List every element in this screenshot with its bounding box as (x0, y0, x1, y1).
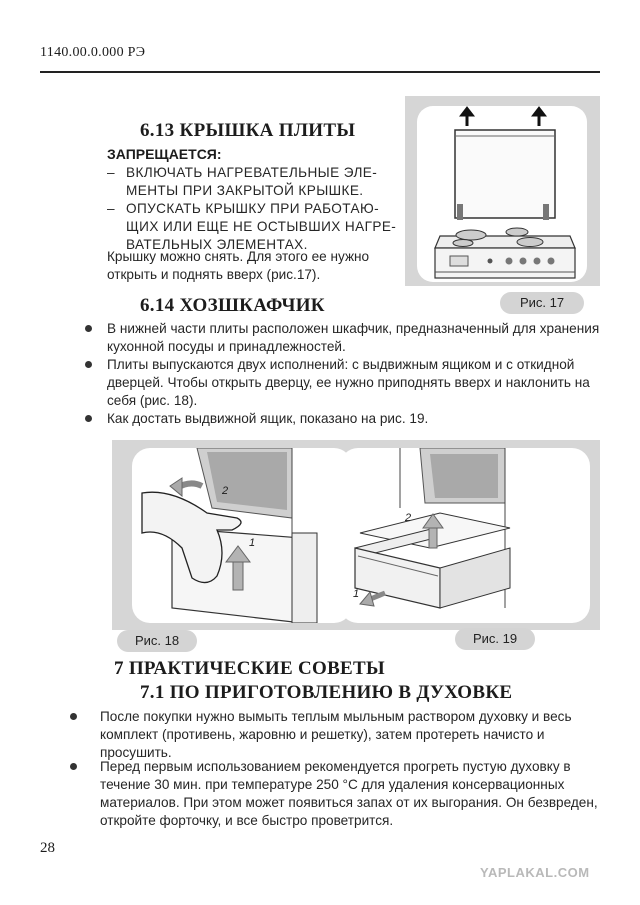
bullet-icon (70, 763, 77, 770)
fig19-step-1-label: 1 (353, 588, 360, 600)
lid-removal-note: Крышку можно снять. Для этого ее нужно открыть и поднять вверх (рис.17). (107, 249, 370, 282)
list-item-text: Плиты выпускаются двух исполнений: с выдвижным ящиком и с откидной дверцей. Чтобы открыть дверцу, ее нужно приподнять вверх и наклонить на себя (рис. 18). (107, 357, 590, 408)
document-code: 1140.00.0.000 РЭ (40, 45, 146, 60)
section-7-title: 7 ПРАКТИЧЕСКИЕ СОВЕТЫ (114, 658, 385, 679)
fig18-step-2-label: 2 (222, 485, 229, 497)
section-613-title: 6.13 КРЫШКА ПЛИТЫ (140, 120, 356, 141)
forbidden-item-text: ВКЛЮЧАТЬ НАГРЕВАТЕЛЬНЫЕ ЭЛЕ-МЕНТЫ ПРИ ЗАКРЫТОЙ КРЫШКЕ. (126, 165, 378, 198)
dash-marker: – (107, 201, 115, 216)
forbidden-label: ЗАПРЕЩАЕТСЯ: (107, 146, 222, 162)
fig19-step-2-label: 2 (405, 512, 412, 524)
figure-18-caption: Рис. 18 (117, 630, 197, 652)
section-71-title: 7.1 ПО ПРИГОТОВЛЕНИЮ В ДУХОВКЕ (140, 682, 513, 703)
list-item-text: После покупки нужно вымыть теплым мыльным раствором духовку и весь комплект (противень, жаровню и решетку), затем протереть начисто и просушить. (100, 709, 572, 760)
door-opening-illustration (132, 448, 352, 623)
section-614-title: 6.14 ХОЗШКАФЧИК (140, 295, 325, 316)
forbidden-item-text: ОПУСКАТЬ КРЫШКУ ПРИ РАБОТАЮ-ЩИХ ИЛИ ЕЩЕ НЕ ОСТЫВШИХ НАГРЕ-ВАТЕЛЬНЫХ ЭЛЕМЕНТАХ. (126, 201, 397, 252)
bullet-icon (70, 713, 77, 720)
bullet-icon (85, 361, 92, 368)
figure-17-panel (405, 96, 600, 286)
fig18-step-1-label: 1 (249, 537, 256, 549)
stove-lid-illustration (405, 96, 600, 286)
list-item-text: Как достать выдвижной ящик, показано на рис. 19. (107, 411, 429, 426)
dash-marker: – (107, 165, 115, 180)
header-rule (40, 71, 600, 73)
page-number: 28 (40, 840, 55, 856)
bullet-icon (85, 325, 92, 332)
figures-18-19-panel (112, 440, 600, 630)
bullet-icon (85, 415, 92, 422)
watermark: YAPLAKAL.COM (480, 865, 590, 880)
list-item-text: В нижней части плиты расположен шкафчик, предназначенный для хранения кухонной посуды и принадлежностей. (107, 321, 600, 354)
list-item-text: Перед первым использованием рекомендуется прогреть пустую духовку в течение 30 мин. при температуре 250 °С для удаления консервационных материалов. При этом может появиться запах от их выгорания. Он безвреден, откройте форточку, и все быстро проветрится. (100, 759, 598, 828)
drawer-illustration (340, 448, 590, 623)
figure-17-caption: Рис. 17 (500, 292, 584, 314)
figure-19-caption: Рис. 19 (455, 628, 535, 650)
